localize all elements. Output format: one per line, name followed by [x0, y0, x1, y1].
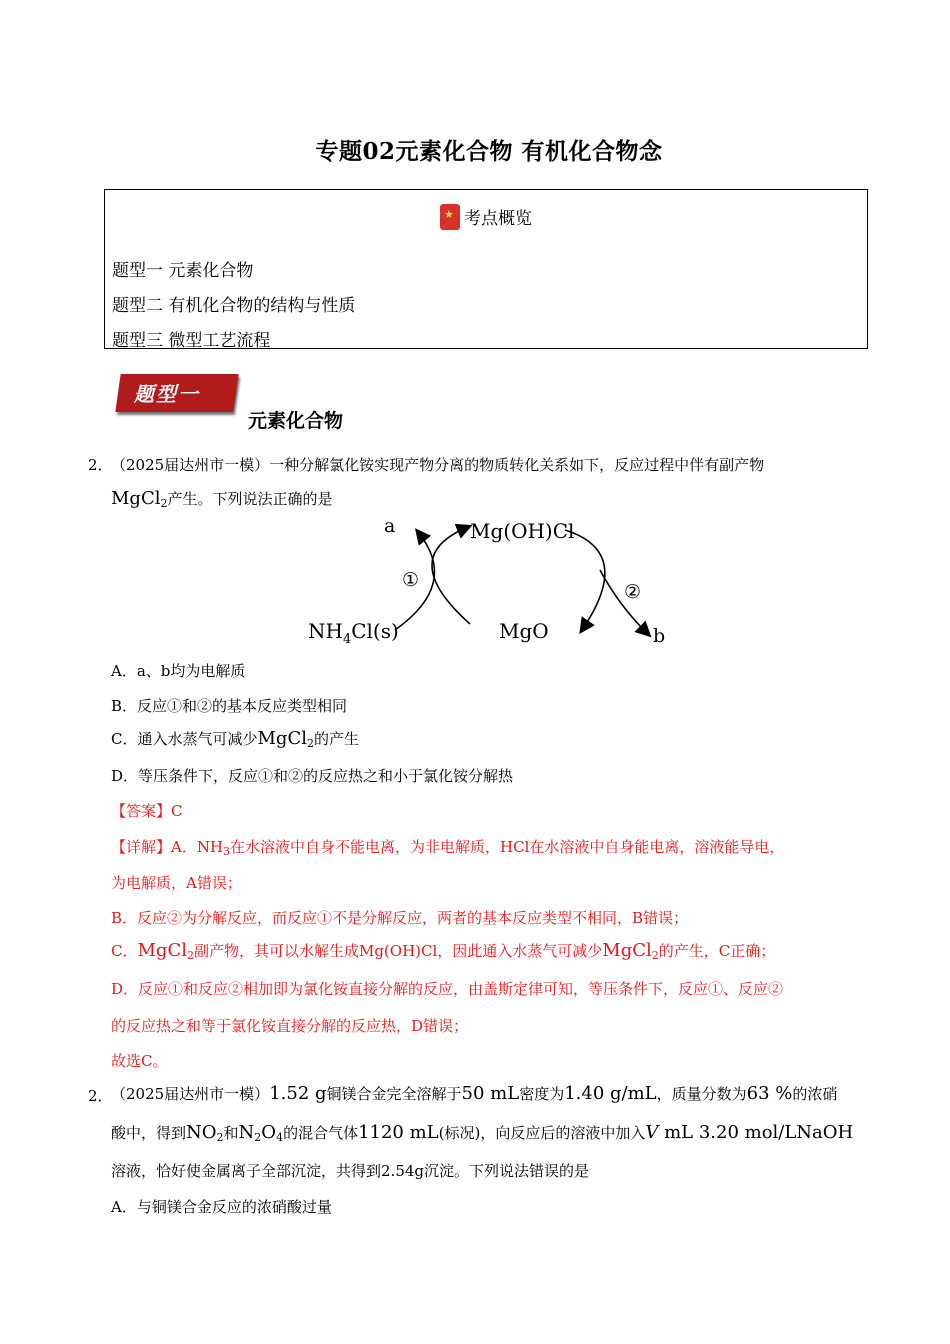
- label-a: a: [384, 515, 396, 537]
- q1-detail-7: 故选C。: [111, 1052, 168, 1070]
- overview-item-1: 题型一 元素化合物: [112, 261, 254, 281]
- label-mgohcl: Mg(OH)Cl: [470, 519, 575, 543]
- q1-option-d: D．等压条件下，反应①和②的反应热之和小于氯化铵分解热: [111, 767, 514, 785]
- overview-header: ★考点概览: [105, 204, 867, 230]
- q2-stem-line2: 酸中，得到$NO_2$和$N_2O_4$的混合气体1120 mL(标况)，向反应后的溶液中加入V mL 3.20 mol/LNaOH: [111, 1122, 854, 1144]
- label-b: b: [653, 625, 666, 647]
- book-icon: [440, 204, 460, 230]
- q2-option-a: A．与铜镁合金反应的浓硝酸过量: [111, 1198, 332, 1216]
- overview-box: [104, 189, 868, 349]
- q1-stem-line1: （2025届达州市一模）一种分解氯化铵实现产物分离的物质转化关系如下，反应过程中伴有副产物: [111, 456, 765, 474]
- q1-detail-4: C．MgCl$_2$副产物，其可以水解生成Mg(OH)Cl，因此通入水蒸气可减少MgCl$_2$的产生，C正确；: [111, 940, 776, 962]
- q2-number: 2．: [88, 1087, 113, 1105]
- q1-answer: 【答案】C: [111, 802, 183, 820]
- label-step1: ①: [402, 569, 420, 591]
- q1-option-a: A．a、b均为电解质: [111, 662, 246, 680]
- label-mgo: MgO: [499, 619, 549, 643]
- page-title: 专题02元素化合物 有机化合物念: [315, 138, 663, 165]
- q1-detail-5: D．反应①和反应②相加即为氯化铵直接分解的反应，由盖斯定律可知，等压条件下，反应①、反应②: [111, 980, 784, 998]
- section-badge-label: 题型一: [134, 382, 200, 406]
- q1-detail-1: 【详解】A．$NH_3$在水溶液中自身不能电离，为非电解质，HCl在水溶液中自身能电离，溶液能导电，: [111, 838, 785, 858]
- q1-stem-line2: MgCl$_2$产生。下列说法正确的是: [111, 488, 333, 510]
- overview-item-3: 题型三 微型工艺流程: [112, 331, 271, 351]
- q1-detail-6: 的反应热之和等于氯化铵直接分解的反应热，D错误；: [111, 1017, 469, 1035]
- section-badge: [114, 372, 238, 418]
- label-nh4cl: $NH_4Cl(s)$: [308, 619, 399, 647]
- q1-option-b: B．反应①和②的基本反应类型相同: [111, 697, 348, 715]
- label-step2: ②: [624, 581, 642, 603]
- section-title: 元素化合物: [248, 410, 344, 432]
- q1-option-c: C．通入水蒸气可减少MgCl$_2$的产生: [111, 728, 359, 750]
- q2-stem-line1: （2025届达州市一模）1.52 g铜镁合金完全溶解于50 mL密度为1.40 g/mL，质量分数为63 %的浓硝: [111, 1083, 838, 1104]
- q2-stem-line3: 溶液，恰好使金属离子全部沉淀，共得到2.54g沉淀。下列说法错误的是: [111, 1162, 590, 1180]
- overview-item-2: 题型二 有机化合物的结构与性质: [112, 296, 356, 316]
- q1-detail-2: 为电解质，A错误；: [111, 874, 242, 892]
- q1-number: 2．: [88, 456, 113, 474]
- reaction-diagram: [300, 512, 680, 652]
- q1-detail-3: B．反应②为分解反应，而反应①不是分解反应，两者的基本反应类型不相同，B错误；: [111, 909, 689, 927]
